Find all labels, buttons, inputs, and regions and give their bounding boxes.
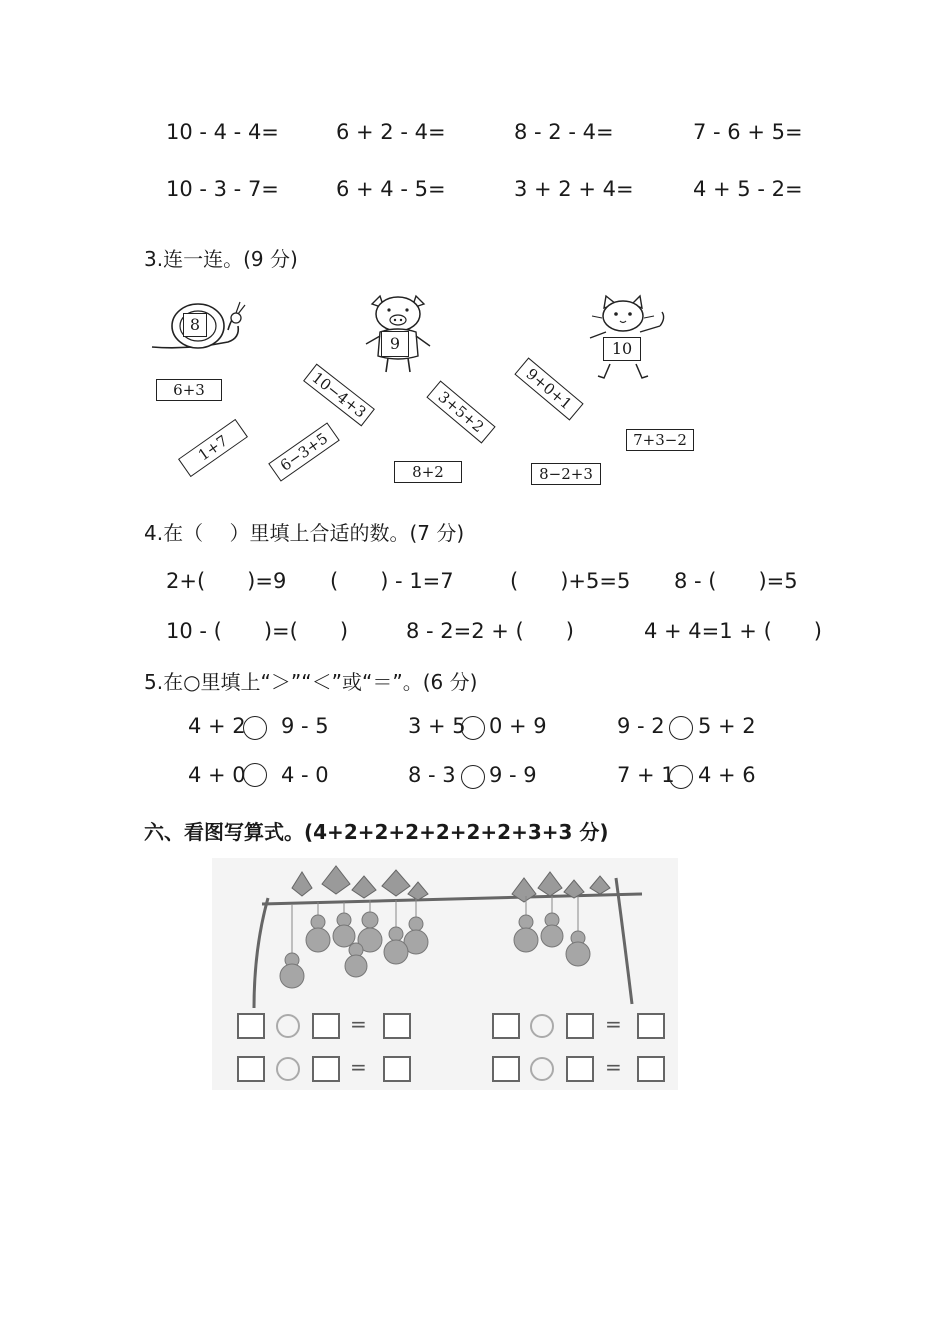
answer-box[interactable] — [637, 1013, 665, 1039]
compare-circle[interactable] — [461, 765, 485, 789]
q4-1-3: ( )+5=5 — [510, 569, 631, 593]
arith-1-3: 8 - 2 - 4= — [514, 120, 614, 144]
operator-circle[interactable] — [530, 1057, 554, 1081]
q5-1-1-right: 9 - 5 — [281, 714, 329, 738]
q5-2-2-left: 8 - 3 — [408, 763, 456, 787]
expr-card-8-2[interactable]: 8+2 — [394, 461, 462, 483]
answer-box[interactable] — [312, 1056, 340, 1082]
q5-1-3-left: 9 - 2 — [617, 714, 665, 738]
compare-circle[interactable] — [461, 716, 485, 740]
section-6-title: 六、看图写算式。(4+2+2+2+2+2+2+3+3 分) — [144, 820, 609, 844]
answer-box[interactable] — [383, 1013, 411, 1039]
answer-box[interactable] — [237, 1013, 265, 1039]
arith-2-4: 4 + 5 - 2= — [693, 177, 803, 201]
answer-box[interactable] — [566, 1056, 594, 1082]
q4-2-3: 4 + 4=1 + ( ) — [644, 619, 822, 643]
expr-card-6-3-5[interactable]: 6−3+5 — [268, 422, 340, 481]
q4-1-4: 8 - ( )=5 — [674, 569, 798, 593]
q5-1-2-left: 3 + 5 — [408, 714, 466, 738]
answer-box[interactable] — [383, 1056, 411, 1082]
q5-2-3-left: 7 + 1 — [617, 763, 675, 787]
compare-circle[interactable] — [669, 765, 693, 789]
compare-circle[interactable] — [669, 716, 693, 740]
arith-1-4: 7 - 6 + 5= — [693, 120, 803, 144]
q5-1-1-left: 4 + 2 — [188, 714, 246, 738]
operator-circle[interactable] — [276, 1057, 300, 1081]
compare-circle[interactable] — [243, 716, 267, 740]
q5-title: 5.在○里填上“＞”“＜”或“＝”。(6 分) — [144, 670, 478, 694]
equals-sign: = — [605, 1055, 622, 1079]
animal-card-9: 9 — [381, 331, 409, 357]
q5-2-1-right: 4 - 0 — [281, 763, 329, 787]
expr-card-7-3-2[interactable]: 7+3−2 — [626, 429, 694, 451]
expr-card-1-7[interactable]: 1+7 — [178, 419, 248, 477]
arith-1-2: 6 + 2 - 4= — [336, 120, 446, 144]
q4-1-2: ( ) - 1=7 — [330, 569, 454, 593]
expr-card-3-5-2[interactable]: 3+5+2 — [426, 380, 495, 443]
animal-card-8: 8 — [183, 313, 207, 337]
animal-card-10: 10 — [603, 337, 641, 361]
q5-2-2-right: 9 - 9 — [489, 763, 537, 787]
operator-circle[interactable] — [530, 1014, 554, 1038]
answer-box[interactable] — [312, 1013, 340, 1039]
arith-2-3: 3 + 2 + 4= — [514, 177, 634, 201]
q4-2-2: 8 - 2=2 + ( ) — [406, 619, 574, 643]
operator-circle[interactable] — [276, 1014, 300, 1038]
answer-box[interactable] — [237, 1056, 265, 1082]
answer-box[interactable] — [566, 1013, 594, 1039]
arith-1-1: 10 - 4 - 4= — [166, 120, 279, 144]
compare-circle[interactable] — [243, 763, 267, 787]
q4-title: 4.在（ ）里填上合适的数。(7 分) — [144, 521, 465, 545]
answer-box[interactable] — [492, 1056, 520, 1082]
expr-card-10-4-3[interactable]: 10−4+3 — [303, 364, 375, 427]
q5-2-1-left: 4 + 0 — [188, 763, 246, 787]
q5-1-2-right: 0 + 9 — [489, 714, 547, 738]
arith-2-2: 6 + 4 - 5= — [336, 177, 446, 201]
expr-card-9-0-1[interactable]: 9+0+1 — [514, 357, 583, 420]
equals-sign: = — [350, 1055, 367, 1079]
q4-1-1: 2+( )=9 — [166, 569, 287, 593]
q5-2-3-right: 4 + 6 — [698, 763, 756, 787]
arith-2-1: 10 - 3 - 7= — [166, 177, 279, 201]
expr-card-8-2-3[interactable]: 8−2+3 — [531, 463, 601, 485]
answer-box[interactable] — [492, 1013, 520, 1039]
expr-card-6-3[interactable]: 6+3 — [156, 379, 222, 401]
q4-2-1: 10 - ( )=( ) — [166, 619, 349, 643]
q3-title: 3.连一连。(9 分) — [144, 247, 298, 271]
q5-1-3-right: 5 + 2 — [698, 714, 756, 738]
equals-sign: = — [350, 1012, 367, 1036]
equals-sign: = — [605, 1012, 622, 1036]
answer-box[interactable] — [637, 1056, 665, 1082]
